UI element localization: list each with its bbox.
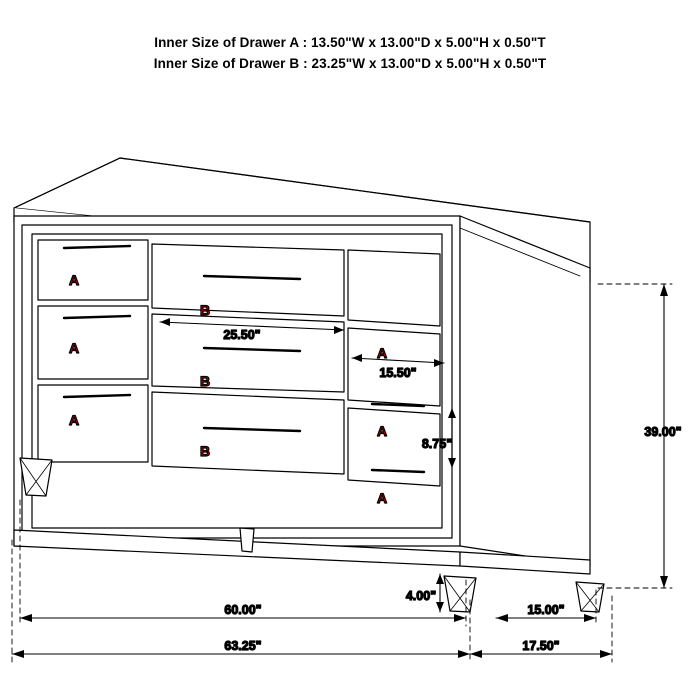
drawer-label-a-right-middle: A bbox=[376, 423, 388, 439]
dim-label-leg-height: 4.00" bbox=[405, 589, 437, 603]
leg-center-support bbox=[240, 528, 254, 552]
drawer-front-a-left-top bbox=[38, 240, 148, 300]
dim-label-drawer-b-width: 25.50" bbox=[223, 328, 261, 342]
drawer-label-b-bottom: B bbox=[199, 443, 211, 459]
dim-label-total-width: 63.25" bbox=[224, 639, 262, 653]
dim-label-drawer-a-width: 15.50" bbox=[379, 366, 417, 380]
leg-front-left bbox=[20, 458, 52, 496]
drawer-b-size-line: Inner Size of Drawer B : 23.25"W x 13.00"D x 5.00"H x 0.50"T bbox=[153, 56, 547, 71]
dim-label-overall-height: 39.00" bbox=[644, 425, 682, 439]
dim-label-total-depth: 17.50" bbox=[522, 639, 560, 653]
drawer-label-a-left-middle: A bbox=[68, 340, 80, 356]
drawer-front-b-top bbox=[152, 244, 344, 316]
dim-label-front-span: 60.00" bbox=[224, 603, 262, 617]
drawer-a-size-line: Inner Size of Drawer A : 13.50"W x 13.00"D x 5.00"H x 0.50"T bbox=[154, 35, 546, 50]
dim-label-drawer-height: 8.75" bbox=[421, 437, 453, 451]
drawer-label-b-middle: B bbox=[199, 373, 211, 389]
drawer-label-a-right-top: A bbox=[376, 345, 388, 361]
drawer-label-a-right-bottom: A bbox=[376, 490, 388, 506]
leg-back-right bbox=[576, 582, 604, 612]
drawer-front-a-left-middle bbox=[38, 306, 148, 379]
drawer-label-b-top: B bbox=[199, 302, 211, 318]
drawer-front-b-bottom bbox=[152, 392, 344, 474]
dim-leg-height bbox=[436, 574, 444, 612]
dresser-side-panel bbox=[460, 216, 590, 566]
drawer-label-a-left-bottom: A bbox=[68, 412, 80, 428]
dim-label-side-span: 15.00" bbox=[527, 603, 565, 617]
drawer-label-a-left-top: A bbox=[68, 272, 80, 288]
drawer-front-a-left-bottom bbox=[38, 385, 148, 462]
leg-front-right bbox=[444, 576, 476, 612]
